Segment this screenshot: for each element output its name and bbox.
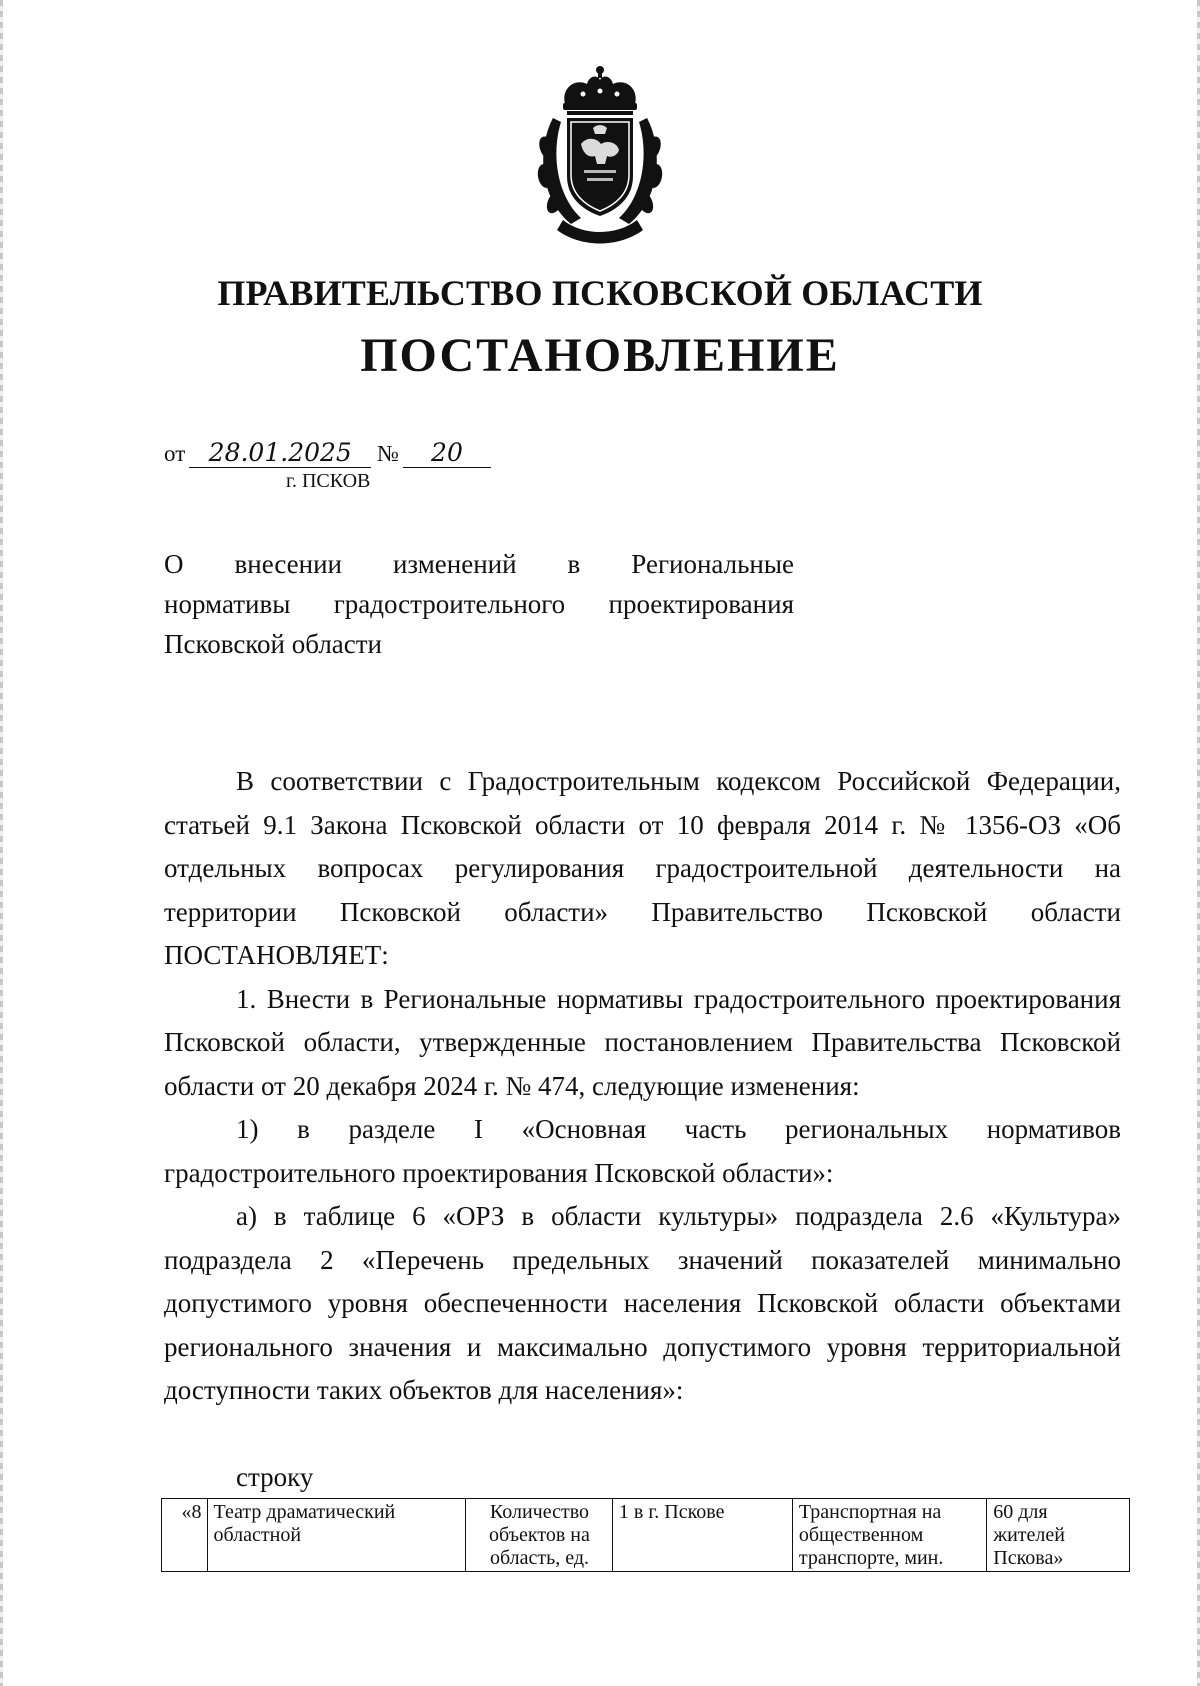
subject-line: О внесении изменений в Региональные [164,549,794,579]
document-subject [164,544,794,664]
subject-line: нормативы градостроительного проектирования [164,589,794,619]
registration-line [164,438,491,468]
date-prefix: от [164,441,186,466]
table-cell-object: Театр драматический областной [207,1499,466,1572]
table-cell-accessibility-type: Транспортная на общественном транспорте, мин. [792,1499,986,1572]
body-paragraph-preamble: В соответствии с Градостроительным кодексом Российской Федерации, статьей 9.1 Закона Псковской области от 10 февраля 2014 г. № 1356-ОЗ «Об отдельных вопросах регулирования градостроительной деятельности на территории Псковской области» Правительство Псковской области ПОСТАНОВЛЯЕТ: [164,766,1121,970]
body-paragraph-subitem-a: а) в таблице 6 «ОРЗ в области культуры» подраздела 2.6 «Культура» подраздела 2 «Перечень предельных значений показателей минимально допустимого уровня обеспеченности населения Псковской области объектами регионального значения и максимально допустимого уровня территориальной доступности таких объектов для населения»: [164,1201,1121,1405]
table-cell-number: «8 [162,1499,208,1572]
amended-table-row [161,1498,1130,1572]
handwritten-number: 20 [403,438,491,468]
table-row [162,1499,1130,1572]
document-type-title: ПОСТАНОВЛЕНИЕ [360,329,840,382]
city-label: г. ПСКОВ [286,470,371,492]
table-cell-indicator: Количество объектов на область, ед. [466,1499,613,1572]
scan-edge-left [0,0,3,1686]
row-label: строку [236,1462,314,1492]
subject-line: Псковской области [164,629,383,659]
table-cell-provision: 1 в г. Пскове [612,1499,792,1572]
number-prefix: № [377,441,399,466]
coat-of-arms-emblem [527,58,673,244]
table-cell-accessibility-value: 60 для жителей Пскова» [987,1499,1130,1572]
document-body [164,760,1121,1413]
handwritten-date: 28.01.2025 [189,438,371,468]
body-paragraph-subitem-1: 1) в разделе I «Основная часть региональных нормативов градостроительного проектирования Псковской области»: [164,1114,1121,1188]
body-paragraph-item-1: 1. Внести в Региональные нормативы градостроительного проектирования Псковской области, утвержденные постановлением Правительства Псковской области от 20 декабря 2024 г. № 474, следующие изменения: [164,983,1121,1101]
organization-title: ПРАВИТЕЛЬСТВО ПСКОВСКОЙ ОБЛАСТИ [217,273,983,313]
